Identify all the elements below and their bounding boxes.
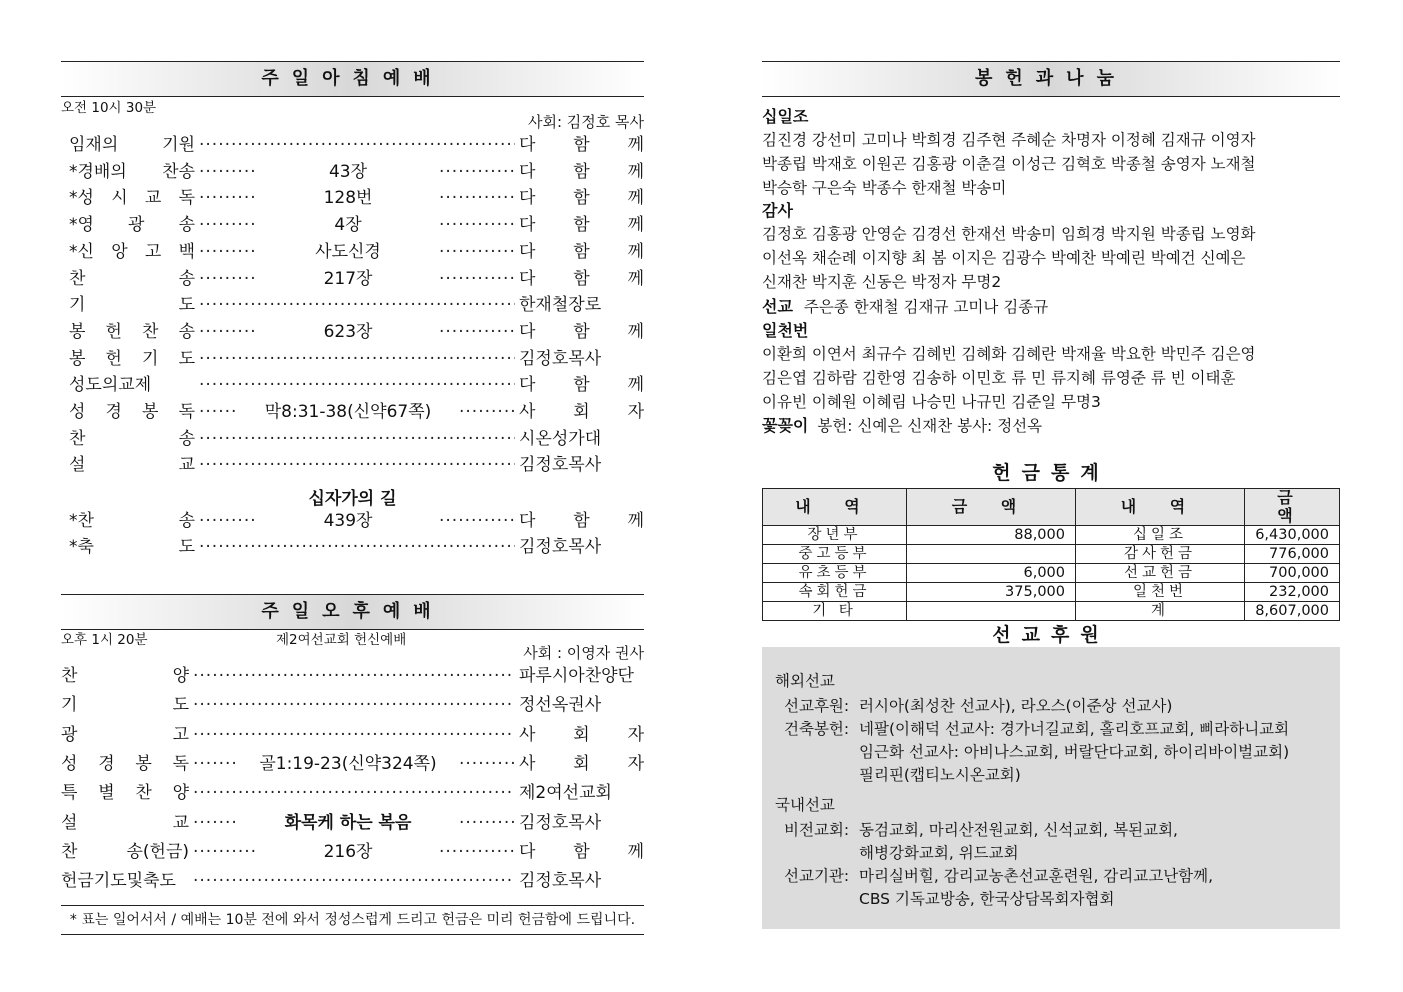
order-label: 기 도 — [69, 295, 195, 316]
thousand-names — [762, 342, 1340, 414]
order-label: *신 앙 고 백 — [69, 241, 195, 262]
leader-dots — [199, 373, 515, 397]
order-value: 사도신경 — [315, 241, 381, 262]
order-leader: 다 함 께 — [519, 241, 644, 262]
stat-item: 감사헌금 — [1076, 545, 1245, 564]
stat-item: 계 — [1076, 602, 1245, 621]
table-row — [763, 545, 1340, 564]
order-leader: 다 함 께 — [519, 321, 644, 342]
order-label: *영 광 송 — [69, 215, 195, 236]
order-value: 4장 — [334, 215, 362, 236]
stat-amount — [907, 545, 1076, 564]
order-row — [61, 213, 644, 237]
name-line: 김은엽 김하람 김한영 김송하 이민호 류 민 류지혜 류영준 류 빈 이태훈 — [762, 369, 1236, 387]
order-label: *성 시 교 독 — [69, 188, 195, 209]
leader-dots — [199, 509, 257, 533]
leader-dots — [439, 186, 515, 210]
mission-label: 선교 — [762, 297, 793, 316]
order-value: 화목케 하는 복음 — [284, 812, 412, 833]
order-row — [61, 133, 644, 157]
stat-item: 일천번 — [1076, 583, 1245, 602]
order-label: 광 고 — [61, 724, 189, 745]
stat-item: 속회헌금 — [763, 583, 907, 602]
order-label: 봉 헌 찬 송 — [69, 321, 195, 342]
order-leader: 파루시아찬양단 — [519, 666, 634, 686]
stat-amount: 776,000 — [1245, 545, 1340, 564]
flower-offering — [762, 414, 1340, 438]
leader-dots — [199, 133, 515, 157]
leader-dots — [439, 840, 515, 864]
domestic-heading: 국내선교 — [775, 796, 835, 814]
leader-dots — [193, 840, 257, 864]
morning-time: 오전 10시 30분 — [61, 100, 157, 116]
leader-dots — [459, 752, 515, 776]
order-row — [61, 186, 644, 210]
stat-item: 기 타 — [763, 602, 907, 621]
name-line: 이환희 이연서 최규수 김혜빈 김혜화 김혜란 박재율 박요한 박민주 김은영 — [762, 345, 1256, 363]
leader-dots — [199, 453, 515, 477]
order-label: 설 교 — [69, 455, 195, 476]
order-leader: 제2여선교회 — [519, 783, 612, 804]
order-leader: 정선옥권사 — [519, 695, 602, 716]
order-row — [61, 693, 644, 721]
vision-label: 비전교회: — [784, 821, 850, 839]
name-line: 김진경 강선미 고미나 박희경 김주현 주혜순 차명자 이정혜 김재규 이영자 — [762, 131, 1256, 149]
thousand-label: 일천번 — [762, 321, 809, 340]
leader-dots — [199, 293, 515, 317]
order-label: *찬 송 — [69, 511, 195, 531]
leader-dots — [199, 427, 515, 451]
building-label: 건축봉헌: — [784, 720, 850, 738]
col-header: 금 액 — [1245, 489, 1340, 526]
stats-table-wrap — [762, 488, 1340, 621]
footnote: * 표는 일어서서 / 예배는 10분 전에 와서 정성스럽게 드리고 헌금은 미리 헌금함에 드립니다. — [61, 905, 644, 935]
leader-dots — [193, 752, 237, 776]
table-row — [763, 564, 1340, 583]
order-value: 43장 — [328, 161, 368, 182]
order-leader: 김정호목사 — [519, 348, 602, 369]
order-leader: 다 함 께 — [519, 268, 644, 289]
leader-dots — [459, 400, 515, 424]
offering-title: 봉헌과나눔 — [762, 61, 1340, 97]
order-label: 찬 양 — [61, 666, 189, 686]
order-label: 찬 송 — [69, 428, 195, 449]
institution-label: 선교기관: — [784, 867, 850, 885]
offering-list — [762, 106, 1340, 438]
leader-dots — [199, 240, 257, 264]
table-header-row — [763, 489, 1340, 526]
order-label: 기 도 — [61, 695, 189, 716]
leader-dots — [193, 664, 515, 688]
order-leader: 김정호목사 — [519, 537, 602, 557]
order-row — [61, 811, 644, 839]
table-row — [763, 526, 1340, 545]
order-row — [61, 320, 644, 344]
order-row — [61, 160, 644, 184]
order-leader: 한재철장로 — [519, 295, 602, 316]
overseas-support-label: 선교후원: — [784, 697, 850, 715]
leader-dots — [459, 811, 515, 835]
building-line: 네팔(이해덕 선교사: 경가너길교회, 홀리호프교회, 삐라하니교회 — [859, 720, 1290, 738]
order-row — [61, 840, 644, 868]
leader-dots — [199, 186, 257, 210]
morning-title: 주일아침예배 — [61, 61, 644, 97]
stat-amount: 88,000 — [907, 526, 1076, 545]
leader-dots — [199, 347, 515, 371]
stat-amount: 6,000 — [907, 564, 1076, 583]
leader-dots — [439, 320, 515, 344]
order-leader: 다 함 께 — [519, 161, 644, 182]
stat-amount: 232,000 — [1245, 583, 1340, 602]
leader-dots — [199, 320, 257, 344]
leader-dots — [439, 267, 515, 291]
leader-dots — [193, 869, 515, 893]
support-box — [762, 647, 1340, 929]
order-leader: 다 함 께 — [519, 375, 644, 396]
order-leader: 다 함 께 — [519, 188, 644, 209]
order-value: 막8:31-38(신약67쪽) — [264, 402, 432, 422]
order-row — [61, 293, 644, 317]
order-label: 봉 헌 기 도 — [69, 348, 195, 369]
tithe-label: 십일조 — [762, 107, 809, 126]
order-row — [61, 400, 644, 424]
mission-names: 주은종 한재철 김재규 고미나 김종규 — [803, 298, 1049, 316]
order-leader: 다 함 께 — [519, 135, 644, 155]
order-row — [61, 664, 644, 692]
order-label: 성도의교제 — [69, 375, 152, 396]
leader-dots — [439, 160, 515, 184]
col-header: 내 역 — [1076, 489, 1245, 526]
stat-item: 중고등부 — [763, 545, 907, 564]
order-row — [61, 509, 644, 533]
order-value: 217장 — [323, 268, 373, 289]
leader-dots — [193, 781, 515, 805]
order-row — [61, 453, 644, 477]
building-line: 임근화 선교사: 아비나스교회, 버랄단다교회, 하이리바이벌교회) — [859, 743, 1290, 761]
order-row — [61, 373, 644, 397]
table-row — [763, 602, 1340, 621]
order-row — [61, 723, 644, 751]
flower-text: 봉헌: 신예은 신재찬 봉사: 정선옥 — [817, 417, 1043, 435]
building-line: 필리핀(캡티노시온교회) — [859, 766, 1021, 784]
order-label: 헌금기도및축도 — [61, 871, 176, 892]
tithe-names — [762, 128, 1340, 200]
order-leader: 사 회 자 — [519, 724, 644, 745]
order-leader: 사 회 자 — [519, 402, 644, 422]
order-value: 439장 — [323, 511, 373, 531]
order-leader: 김정호목사 — [519, 812, 602, 833]
order-label: 성 경 봉 독 — [69, 402, 195, 422]
order-row — [61, 752, 644, 780]
flower-label: 꽃꽂이 — [762, 416, 809, 435]
stat-item: 장년부 — [763, 526, 907, 545]
order-value: 216장 — [323, 841, 373, 862]
support-title: 선교후원 — [992, 624, 1110, 646]
vision-line: 해병강화교회, 위드교회 — [859, 844, 1019, 862]
leader-dots — [199, 400, 237, 424]
overseas-support-text: 러시아(최성찬 선교사), 라오스(이준상 선교사) — [859, 697, 1173, 715]
mission-offering — [762, 294, 1340, 320]
stat-item: 유초등부 — [763, 564, 907, 583]
col-header: 금 액 — [907, 489, 1076, 526]
afternoon-title: 주일오후예배 — [61, 594, 644, 630]
order-leader: 김정호목사 — [519, 455, 602, 476]
leader-dots — [193, 723, 515, 747]
order-leader: 김정호목사 — [519, 871, 602, 892]
stat-item: 선교헌금 — [1076, 564, 1245, 583]
afternoon-time: 오후 1시 20분 — [61, 632, 148, 648]
thanks-names — [762, 222, 1340, 294]
leader-dots — [439, 213, 515, 237]
vision-line: 동검교회, 마리산전원교회, 신석교회, 복된교회, — [859, 821, 1178, 839]
stat-amount: 6,430,000 — [1245, 526, 1340, 545]
institution-line: 마리실버힐, 감리교농촌선교훈련원, 감리교고난함께, — [859, 867, 1214, 885]
order-row — [61, 535, 644, 559]
leader-dots — [199, 535, 515, 559]
order-leader: 다 함 께 — [519, 841, 644, 862]
order-label: 설 교 — [61, 812, 189, 833]
order-label: 찬 송 — [69, 268, 195, 289]
order-label: *경배의 찬송 — [69, 161, 195, 182]
order-leader: 시온성가대 — [519, 428, 602, 449]
order-value: 128번 — [323, 188, 373, 209]
order-row — [61, 240, 644, 264]
order-leader: 사 회 자 — [519, 753, 644, 774]
order-row — [61, 347, 644, 371]
stat-amount: 8,607,000 — [1245, 602, 1340, 621]
order-value: 623장 — [323, 321, 373, 342]
afternoon-subtitle: 제2여선교회 헌신예배 — [276, 632, 407, 648]
order-row — [61, 781, 644, 809]
stats-title: 헌금통계 — [992, 462, 1110, 484]
order-label: 찬 송(헌금) — [61, 841, 189, 862]
order-label: 임재의 기원 — [69, 135, 195, 155]
stats-table — [762, 488, 1340, 621]
leader-dots — [199, 213, 257, 237]
order-value: 골1:19-23(신약324쪽) — [259, 753, 437, 774]
thanks-label: 감사 — [762, 201, 793, 220]
leader-dots — [199, 267, 257, 291]
stat-amount: 375,000 — [907, 583, 1076, 602]
name-line: 이선옥 채순례 이지향 최 봄 이지은 김광수 박예찬 박예린 박예건 신예은 — [762, 249, 1246, 267]
name-line: 박승학 구은숙 박종수 한재철 박송미 — [762, 179, 1007, 197]
order-leader: 다 함 께 — [519, 215, 644, 236]
col-header: 내 역 — [763, 489, 907, 526]
name-line: 신재찬 박지훈 신동은 박정자 무명2 — [762, 273, 1002, 291]
stat-item: 십일조 — [1076, 526, 1245, 545]
order-row — [61, 869, 644, 897]
name-line: 김정호 김홍광 안영순 김경선 한재선 박송미 임희경 박지원 박종립 노영화 — [762, 225, 1256, 243]
order-label: *축 도 — [69, 537, 195, 557]
stat-amount — [907, 602, 1076, 621]
name-line: 박종립 박재호 이원곤 김홍광 이춘걸 이성근 김혁호 박종철 송영자 노재철 — [762, 155, 1256, 173]
order-label: 특 별 찬 양 — [61, 783, 189, 804]
table-row — [763, 583, 1340, 602]
leader-dots — [193, 811, 237, 835]
morning-host: 사회: 김정호 목사 — [527, 113, 644, 131]
order-label: 성 경 봉 독 — [61, 753, 189, 774]
order-row — [61, 267, 644, 291]
order-leader: 다 함 께 — [519, 511, 644, 531]
leader-dots — [439, 509, 515, 533]
leader-dots — [199, 160, 257, 184]
leader-dots — [439, 240, 515, 264]
afternoon-host: 사회 : 이영자 권사 — [523, 644, 644, 662]
stat-amount: 700,000 — [1245, 564, 1340, 583]
leader-dots — [193, 693, 515, 717]
order-row — [61, 427, 644, 451]
institution-line: CBS 기독교방송, 한국상담목회자협회 — [859, 890, 1115, 908]
cross-title: 십자가의 길 — [308, 489, 397, 509]
overseas-heading: 해외선교 — [775, 672, 835, 690]
name-line: 이유빈 이혜원 이혜림 나승민 나규민 김준일 무명3 — [762, 393, 1101, 411]
